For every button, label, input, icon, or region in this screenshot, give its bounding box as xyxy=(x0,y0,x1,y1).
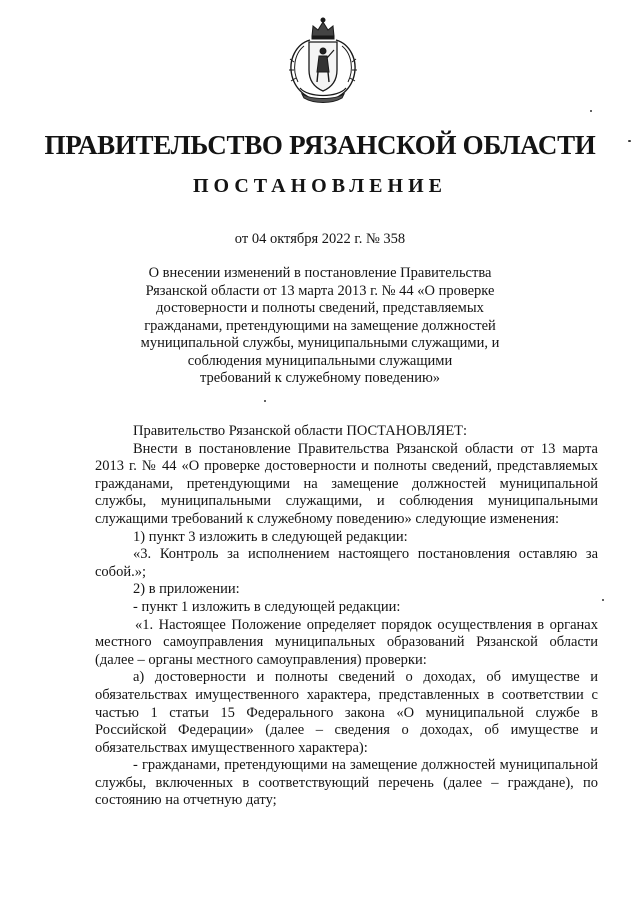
document-date-number: от 04 октября 2022 г. № 358 xyxy=(234,231,406,247)
body-paragraph: - пункт 1 изложить в следующей редакции: xyxy=(133,598,401,615)
subject-line: требований к служебному поведению» xyxy=(199,370,441,386)
body-paragraph: Внести в постановление Правительства Рязанской области от 13 марта 2013 г. № 44 «О проверке достоверности и полноты сведений, представляемых гражданами, претендующими на замещение должностей муниципальной службы, муниципальными служащими, и соблюдения муниципальными служащими требований к служебному поведению» следующие изменения: xyxy=(95,440,598,527)
body-paragraph: 1) пункт 3 изложить в следующей редакции: xyxy=(133,528,408,545)
scan-speck xyxy=(602,599,604,601)
body-paragraph: а) достоверности и полноты сведений о доходах, об имуществе и обязательствах имущественного характера, представленных в соответствии с частью 1 статьи 15 Федерального закона «О муниципальной службе в Российской Федерации» (далее – сведения о доходах, об имуществе и обязательствах имущественного характера): xyxy=(95,669,598,756)
document-body xyxy=(95,423,598,810)
subject-line: Рязанской области от 13 марта 2013 г. № 44 «О проверке xyxy=(145,282,495,299)
subject-line: О внесении изменений в постановление Правительства xyxy=(148,265,492,281)
scan-speck xyxy=(590,110,592,112)
subject-line: муниципальной службы, муниципальными служащими, и xyxy=(140,335,500,351)
coat-of-arms-emblem xyxy=(282,14,364,108)
body-paragraph: - гражданами, претендующими на замещение должностей муниципальной службы, включенных в соответствующий перечень (далее – граждане), по состоянию на отчетную дату; xyxy=(95,757,598,809)
subject-line: гражданами, претендующими на замещение должностей xyxy=(144,317,496,334)
organization-title: ПРАВИТЕЛЬСТВО РЯЗАНСКОЙ ОБЛАСТИ xyxy=(44,130,596,160)
body-paragraph: «1. Настоящее Положение определяет порядок осуществления в органах местного самоуправления муниципальных образований Рязанской области (далее – органы местного самоуправления) проверки: xyxy=(95,616,598,668)
body-paragraph: Правительство Рязанской области ПОСТАНОВЛЯЕТ: xyxy=(133,423,468,439)
subject-line: соблюдения муниципальными служащими xyxy=(187,352,453,369)
body-paragraph: «3. Контроль за исполнением настоящего постановления оставляю за собой.»; xyxy=(95,546,598,580)
document-subject xyxy=(100,265,540,388)
subject-line: достоверности и полноты сведений, представляемых xyxy=(156,300,484,316)
scan-speck xyxy=(628,140,631,142)
scan-speck xyxy=(264,400,266,402)
body-paragraph: 2) в приложении: xyxy=(133,581,240,598)
document-type-title: ПОСТАНОВЛЕНИЕ xyxy=(193,175,447,197)
